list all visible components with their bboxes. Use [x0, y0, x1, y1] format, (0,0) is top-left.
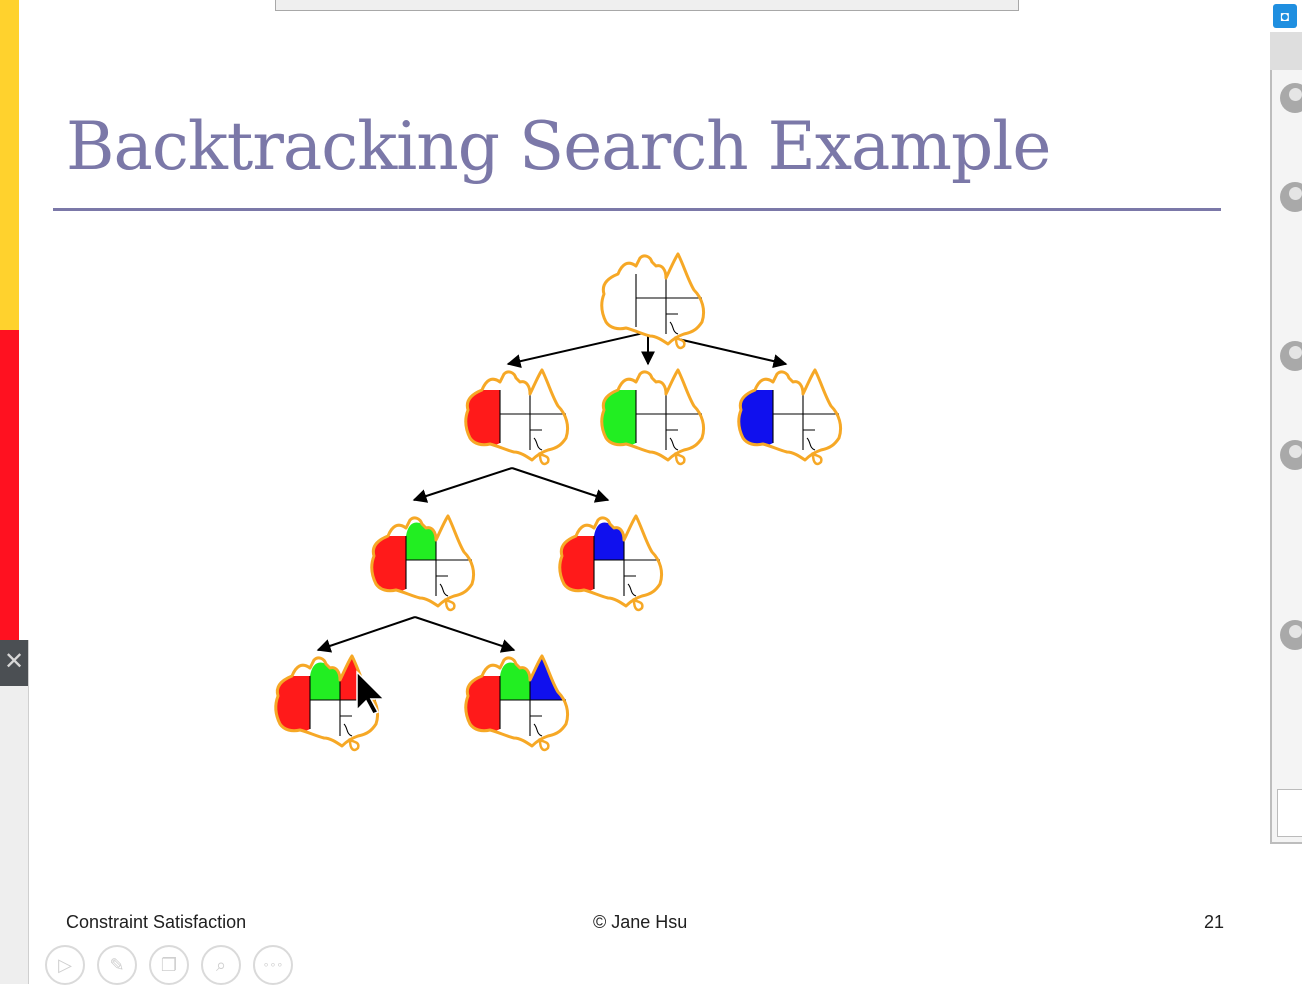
footer-copyright: © Jane Hsu: [593, 912, 688, 932]
tree-edge-arrow: [415, 617, 514, 650]
tree-edge-arrow: [414, 468, 512, 500]
australia-map-node: [602, 370, 704, 464]
participants-panel: [1270, 32, 1302, 844]
play-icon[interactable]: ▷: [45, 945, 85, 985]
tree-edge-arrow: [318, 617, 415, 650]
avatar[interactable]: [1280, 182, 1302, 212]
chat-input[interactable]: [1277, 789, 1302, 837]
tree-edge-arrow: [512, 468, 608, 500]
zoom-icon[interactable]: ⌕: [201, 945, 241, 985]
australia-map-node: [466, 656, 568, 750]
share-icon[interactable]: ◘: [1273, 4, 1297, 28]
slides-icon[interactable]: ❐: [149, 945, 189, 985]
tree-edge-arrow: [508, 332, 648, 364]
more-icon[interactable]: ∘∘∘: [253, 945, 293, 985]
pen-icon[interactable]: ✎: [97, 945, 137, 985]
avatar[interactable]: [1280, 620, 1302, 650]
avatar[interactable]: [1280, 83, 1302, 113]
australia-map-node: [372, 516, 474, 610]
footer-course-name: Constraint Satisfaction: [66, 912, 247, 932]
close-icon[interactable]: ✕: [0, 640, 28, 686]
avatar[interactable]: [1280, 341, 1302, 371]
slide-number: 21: [1204, 912, 1225, 932]
australia-map-node: [560, 516, 662, 610]
australia-map-node: [602, 254, 704, 348]
australia-map-node: [739, 370, 841, 464]
slide-title: Backtracking Search Example: [66, 108, 1051, 185]
participants-header: [1270, 32, 1302, 70]
australia-map-node: [466, 370, 568, 464]
tree-edges: [318, 332, 786, 650]
avatar[interactable]: [1280, 440, 1302, 470]
